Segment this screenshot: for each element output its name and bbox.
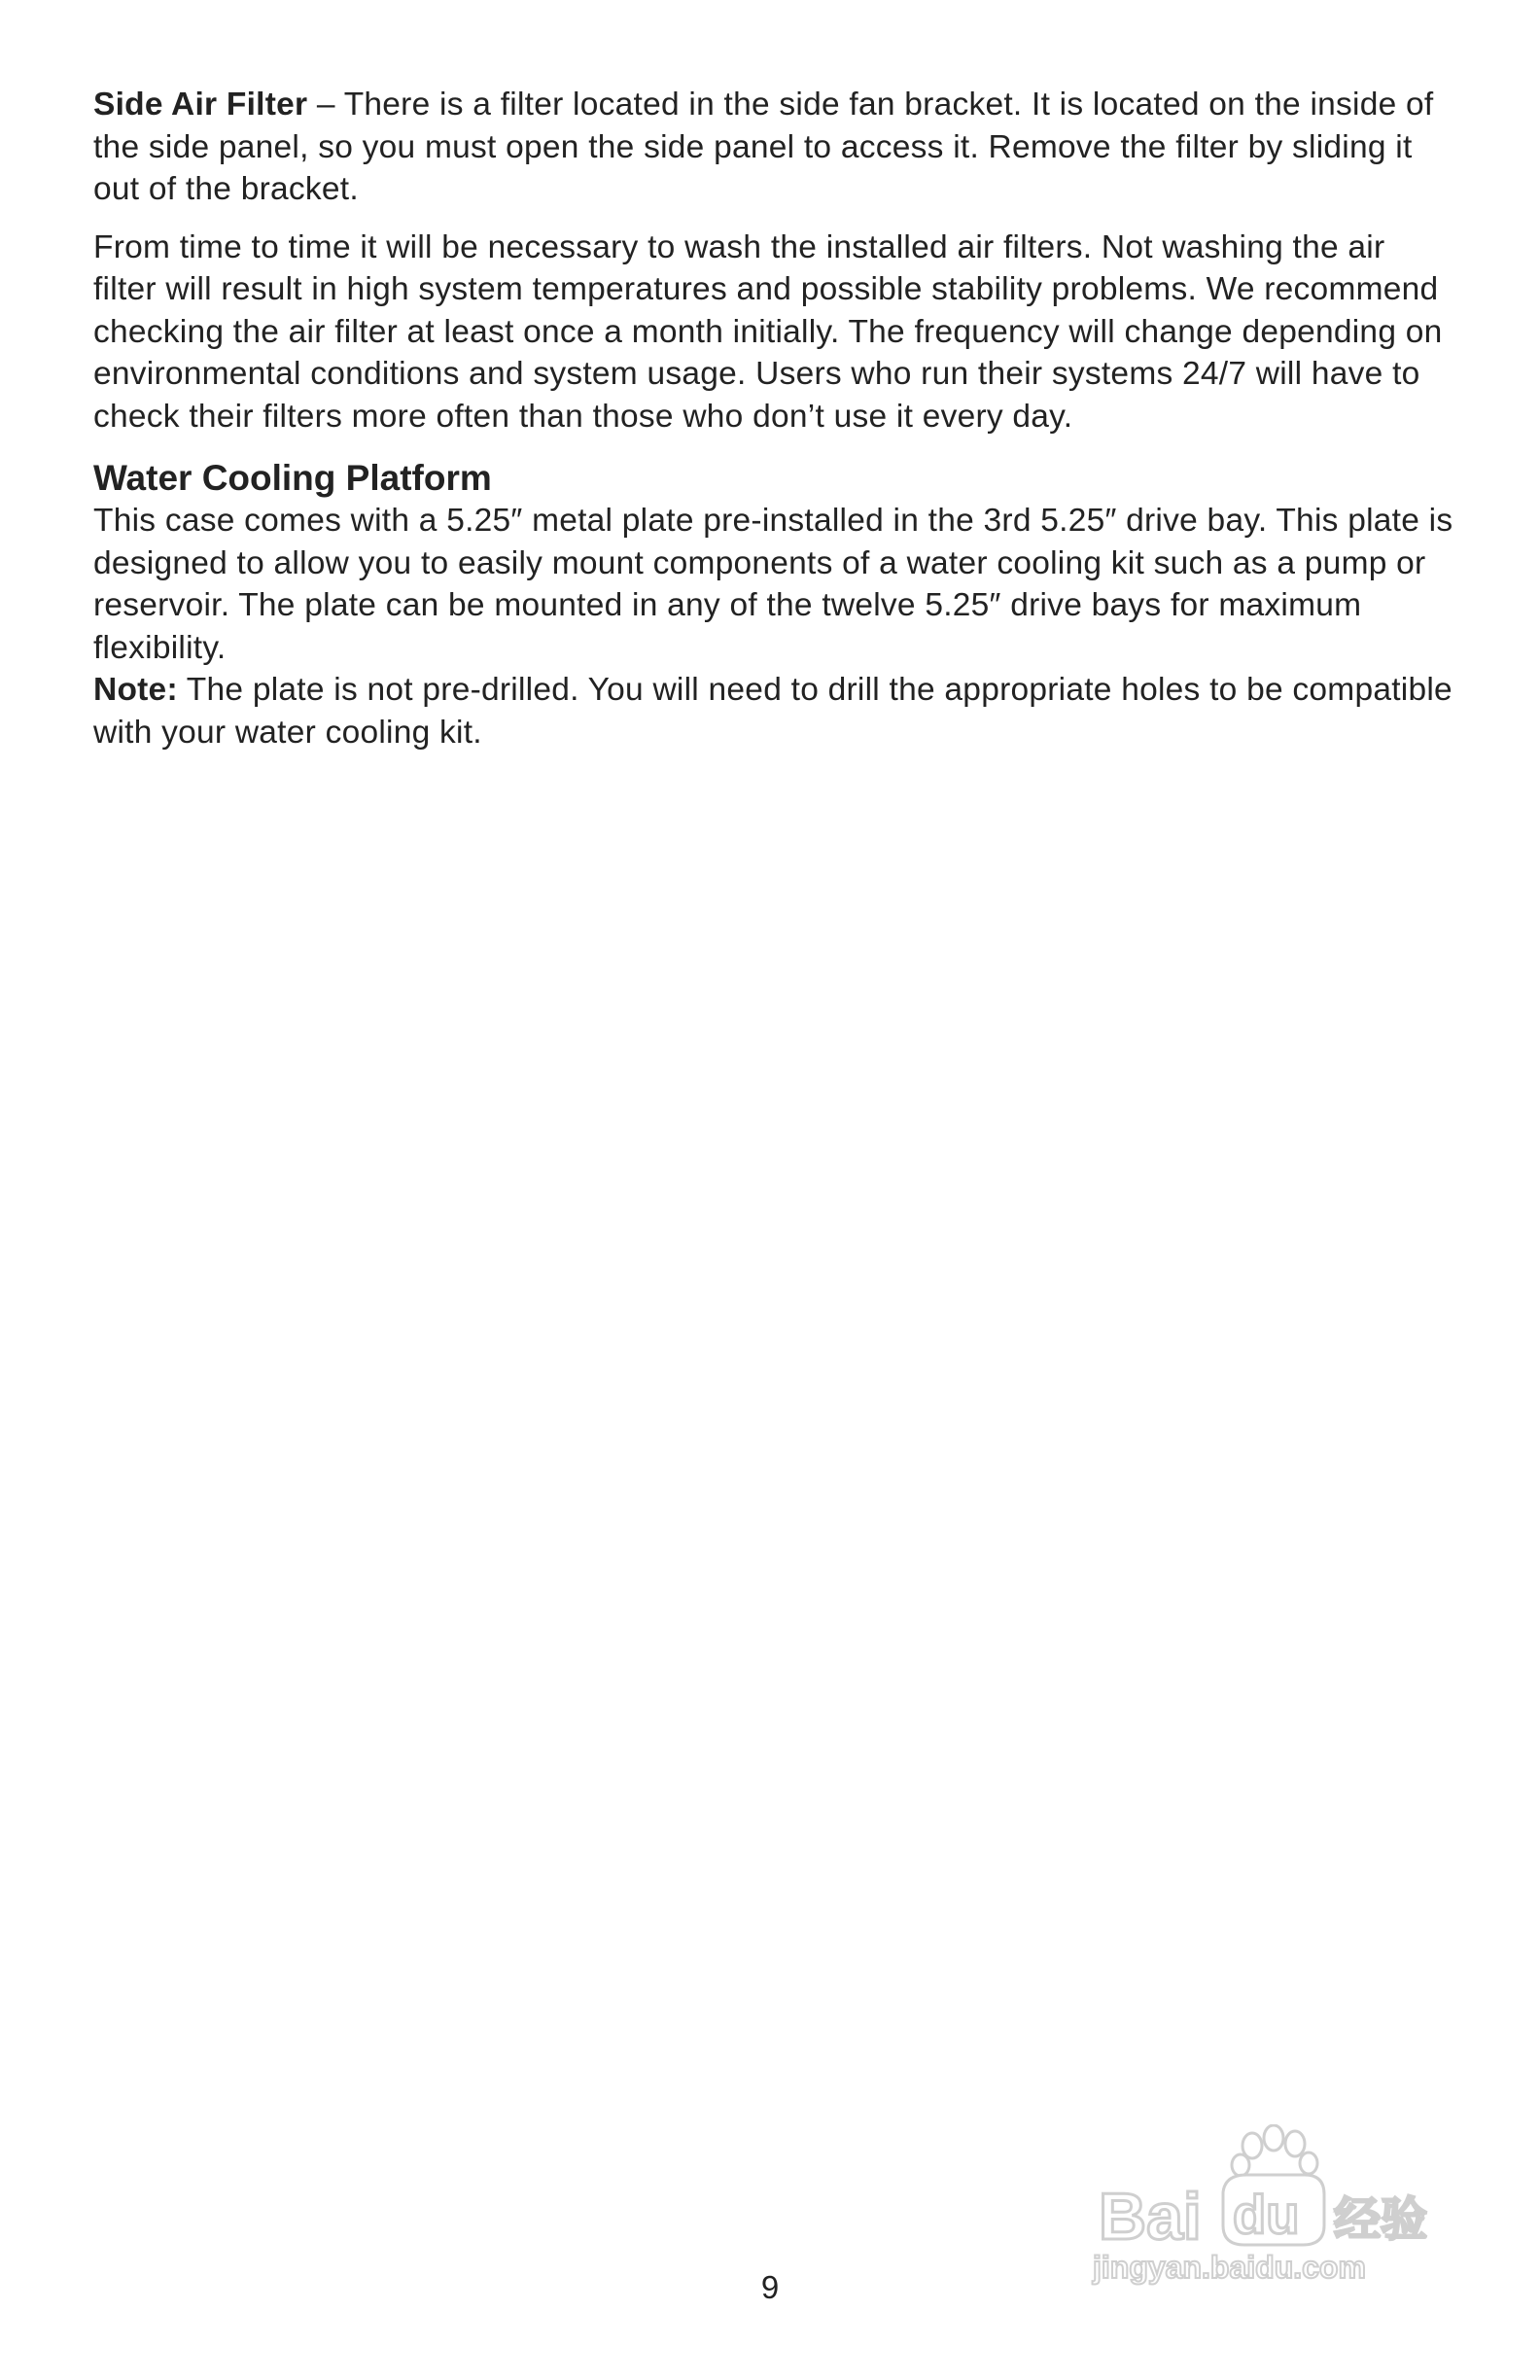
note-text: The plate is not pre-drilled. You will need to drill the appropriate holes to be compatible with your water cooling kit. — [93, 672, 1452, 751]
paw-icon — [1232, 2125, 1317, 2176]
page-number: 9 — [760, 2269, 780, 2305]
note-label: Note: — [93, 672, 178, 708]
filter-maintenance-paragraph: From time to time it will be necessary to wash the installed air filters. Not washing the air filter will result in high system temperatures and possible stability problems. We recommend checking the air filter at least once a month initially. The frequency will change depending on environmental conditions and system usage. Users who run their systems 24/7 will have to check their filters more often than those who don’t use it every day. — [93, 228, 1443, 435]
document-page — [93, 84, 1454, 753]
baidu-watermark-logo — [1079, 2124, 1449, 2290]
svg-text:Bai: Bai — [1099, 2180, 1202, 2254]
svg-text:经验: 经验 — [1334, 2192, 1428, 2247]
water-cooling-paragraph: This case comes with a 5.25″ metal plate pre-installed in the 3rd 5.25″ drive bay. This plate is designed to allow you to easily mount components of a water cooling kit such as a pump or reservoir. The plate can be mounted in any of the twelve 5.25″ drive bays for maximum flexibility. — [93, 503, 1453, 666]
water-cooling-heading: Water Cooling Platform — [93, 458, 492, 498]
svg-text:jingyan.baidu.com: jingyan.baidu.com — [1093, 2250, 1366, 2285]
side-air-filter-paragraph — [93, 84, 1454, 211]
water-cooling-note — [93, 669, 1454, 753]
svg-text:du: du — [1233, 2184, 1300, 2245]
side-air-filter-label: Side Air Filter — [93, 87, 308, 122]
side-air-filter-text: – There is a filter located in the side fan bracket. It is located on the inside of the side panel, so you must open the side panel to access it. Remove the filter by sliding it out of the bracket. — [93, 87, 1434, 207]
